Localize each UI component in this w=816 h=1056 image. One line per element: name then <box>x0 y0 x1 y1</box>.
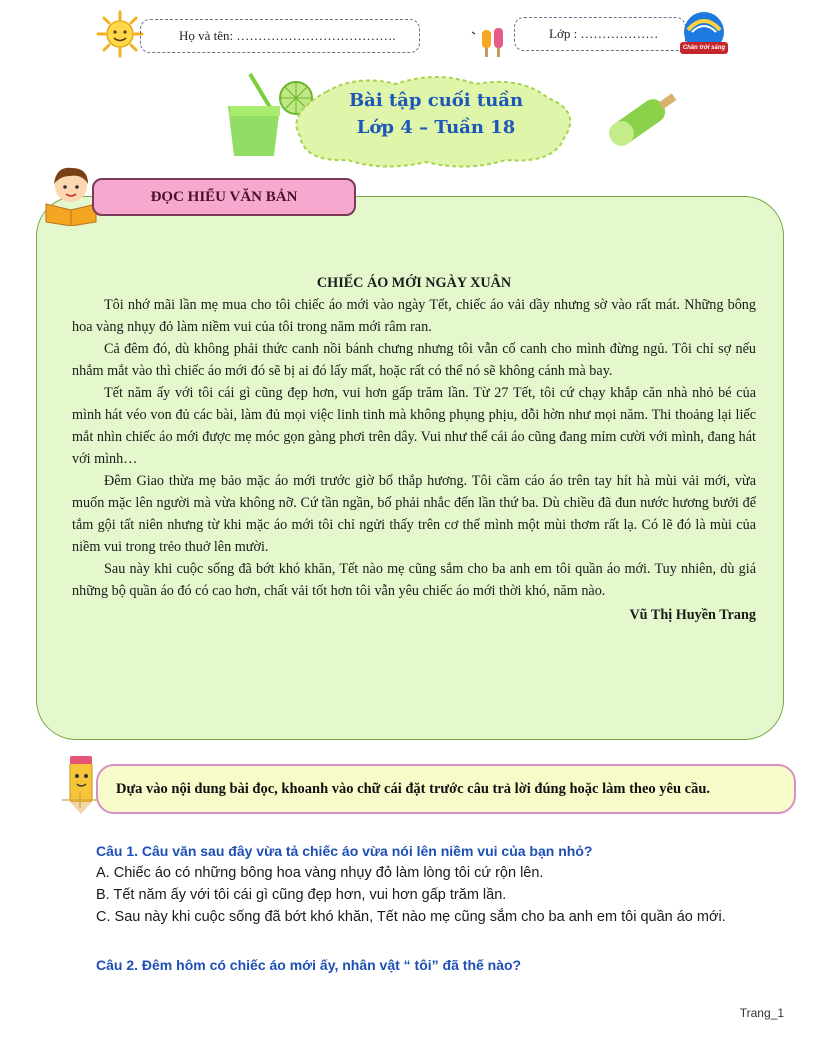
page-number: Trang_1 <box>739 1006 784 1020</box>
story-text <box>72 272 756 626</box>
ice-cream-bar-icon <box>596 86 686 156</box>
story-paragraph: Cả đêm đó, dù không phải thức canh nồi bánh chưng nhưng tôi vẫn cố canh cho mình đừng ngủ. Tôi chỉ sợ nếu nhắm mắt vào thì chiếc áo mới đó sẽ bị ai đó lấy mất, hoặc rất có thể nó sẽ không cánh mà bay. <box>72 341 756 379</box>
name-label: Họ và tên: ………………………………. <box>179 28 396 43</box>
publisher-logo <box>676 10 732 63</box>
question-1-option-a[interactable]: A. Chiếc áo có những bông hoa vàng nhụy đỏ làm lòng tôi cứ rộn lên. <box>96 865 544 881</box>
instruction-text: Dựa vào nội dung bài đọc, khoanh vào chữ cái đặt trước câu trả lời đúng hoặc làm theo yêu cầu. <box>116 781 711 797</box>
banner-title-line1: Bài tập cuối tuần <box>348 90 524 111</box>
question-2-title: Câu 2. Đêm hôm có chiếc áo mới ấy, nhân vật “ tôi” đã thế nào? <box>96 957 522 973</box>
reading-section-tab: ĐỌC HIỂU VĂN BẢN <box>92 178 356 216</box>
student-name-field[interactable] <box>140 19 420 53</box>
class-field[interactable] <box>514 17 686 51</box>
class-label: Lớp : ……………… <box>549 26 659 41</box>
banner-title-line2: Lớp 4 – Tuần 18 <box>356 117 516 138</box>
pencil-mascot-icon <box>58 748 104 814</box>
question-list <box>96 840 784 976</box>
question-1-option-c[interactable]: C. Sau này khi cuộc sống đã bớt khó khăn, Tết nào mẹ cũng sắm cho ba anh em tôi quần áo mới. <box>96 909 726 925</box>
sun-icon <box>96 10 144 58</box>
instruction-banner <box>96 764 796 814</box>
question-1-title: Câu 1. Câu văn sau đây vừa tả chiếc áo vừa nói lên niềm vui của bạn nhỏ? <box>96 843 593 859</box>
story-paragraph: Tôi nhớ mãi lần mẹ mua cho tôi chiếc áo mới vào ngày Tết, chiếc áo vải dầy nhưng sờ vào rất mát. Những bông hoa vàng nhụy đỏ làm niềm vui của tôi trong năm mới râm ran. <box>72 297 756 335</box>
story-paragraph: Sau này khi cuộc sống đã bớt khó khăn, Tết nào mẹ cũng sắm cho ba anh em tôi quần áo mới. Tuy nhiên, dù giá những bộ quần áo đó có cao hơn, chất vải tốt hơn tôi vẫn yêu chiếc áo mới thời khó, năm nào. <box>72 561 756 599</box>
story-title: CHIẾC ÁO MỚI NGÀY XUÂN <box>316 275 512 291</box>
question-1-option-b[interactable]: B. Tết năm ấy với tôi cái gì cũng đẹp hơn, vui hơn gấp trăm lần. <box>96 887 507 903</box>
story-author: Vũ Thị Huyền Trang <box>629 607 756 623</box>
story-paragraph: Đêm Giao thừa mẹ bảo mặc áo mới trước giờ bố thắp hương. Tôi cầm cáo áo trên tay hít hà mùi vải mới, vừa muốn mặc lên người mà vừa không nỡ. Cứ tần ngần, bố phải nhắc đến lần thứ ba. Dù chiều đã đun nước hương bưởi để tắm gội tất niên nhưng từ khi mặc áo mới tôi chỉ ngửi thấy trên cơ thể mình một mùi thơm rất lạ. Có lẽ đó là mùi của niềm vui trong trẻo thuở lên mười. <box>72 473 756 555</box>
popsicle-icon <box>470 26 514 60</box>
logo-text: Chân trời sáng tạo <box>682 45 726 63</box>
story-paragraph: Tết năm ấy với tôi cái gì cũng đẹp hơn, vui hơn gấp trăm lần. Từ 27 Tết, tôi cứ chạy khắp căn nhà nhỏ bé của mình hát véo von đủ các bài, làm đủ mọi việc linh tinh mà không phụng phịu, dỗi hờn như mọi năm. Thi thoảng lại liếc mắt nhìn chiếc áo mới được mẹ móc gọn gàng phơi trên dây. Vui như thể cái áo cũng đang mỉm cười với mình, đang hát với mình… <box>72 385 756 467</box>
